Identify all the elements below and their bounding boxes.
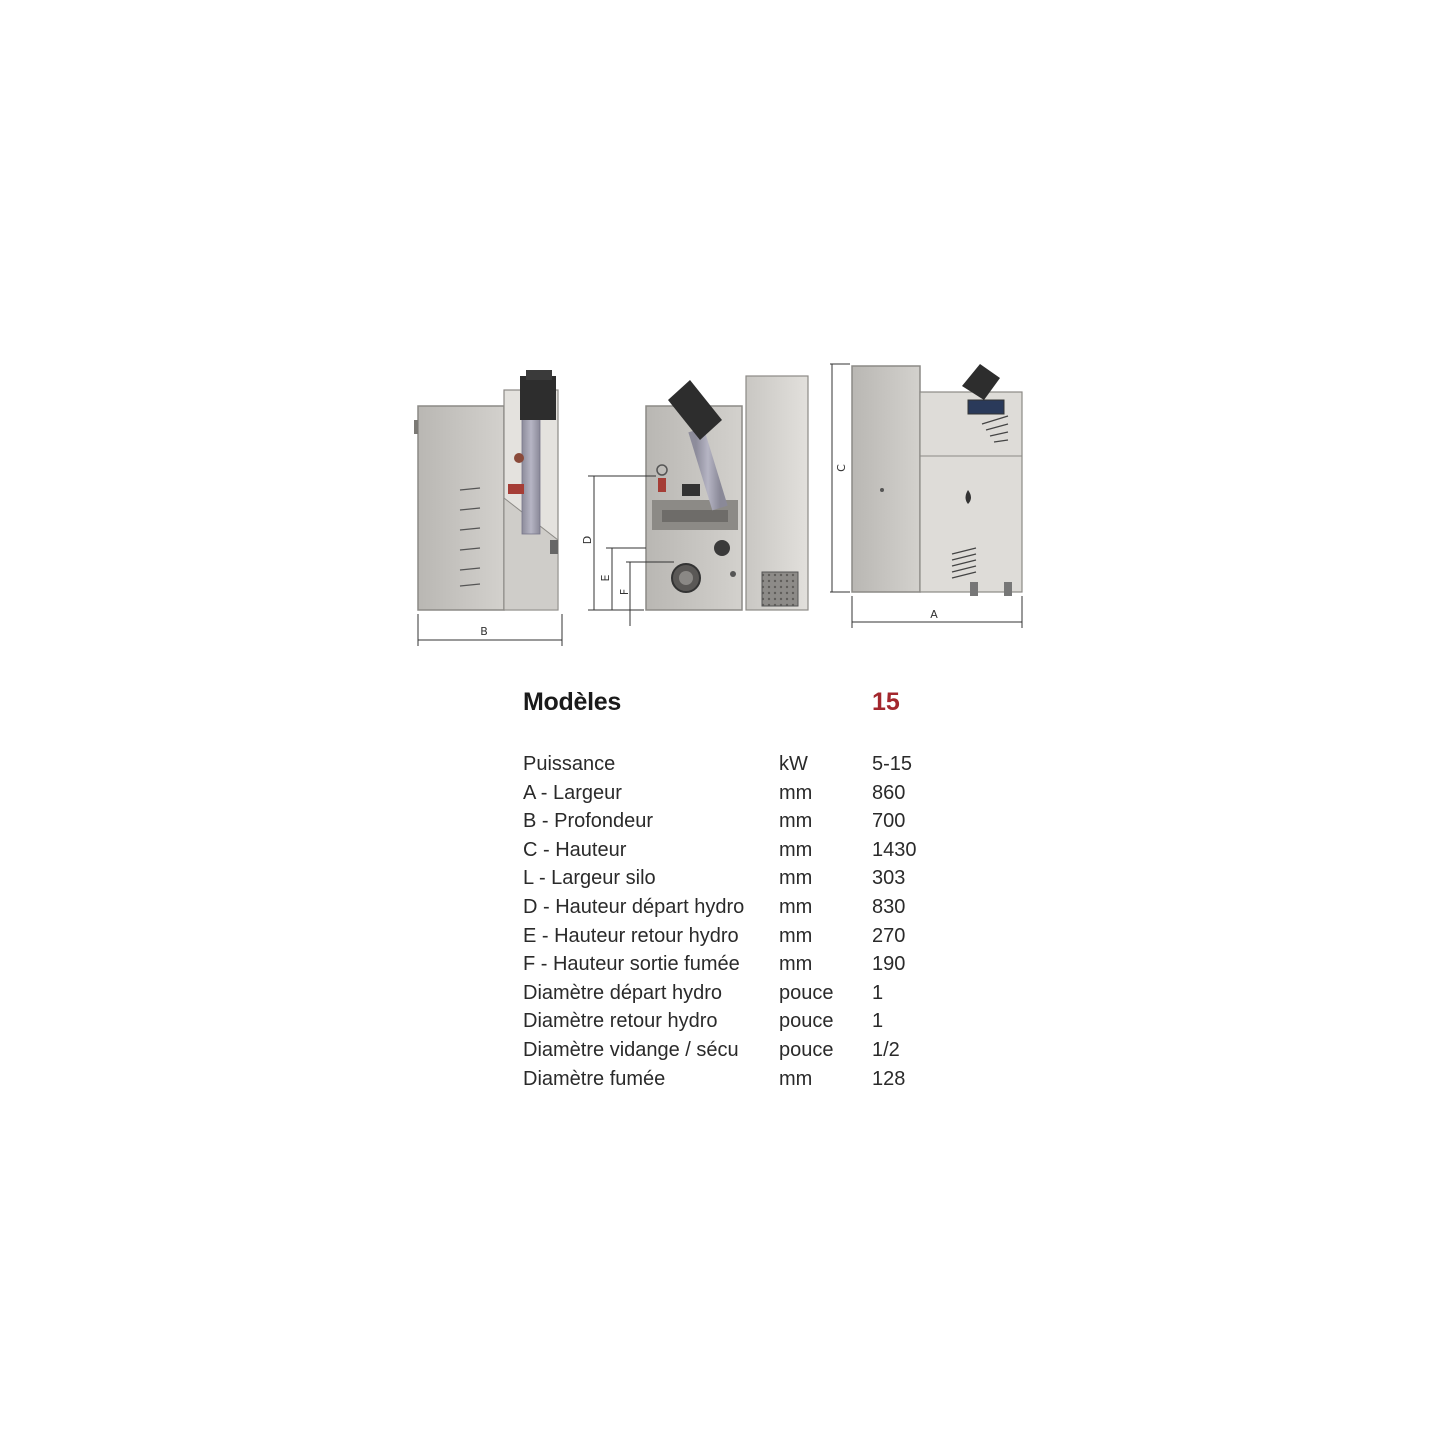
side-view [414, 370, 558, 610]
spec-value: 1 [872, 981, 884, 1004]
boiler-dimension-drawing [400, 350, 1040, 660]
spec-unit: mm [779, 953, 813, 976]
spec-value: 830 [872, 895, 906, 918]
spec-value: 860 [872, 781, 906, 804]
spec-row [523, 750, 943, 779]
spec-value: 303 [872, 867, 906, 890]
spec-row [523, 807, 943, 836]
spec-row [523, 1036, 943, 1065]
spec-label: F - Hauteur sortie fumée [523, 953, 740, 976]
models-heading: Modèles [523, 688, 621, 716]
spec-label: C - Hauteur [523, 838, 627, 861]
spec-unit: mm [779, 810, 813, 833]
model-number: 15 [872, 688, 900, 716]
spec-label: D - Hauteur départ hydro [523, 895, 745, 918]
spec-label: Puissance [523, 753, 616, 775]
spec-header [523, 688, 943, 728]
spec-unit: kW [779, 753, 808, 775]
spec-row [523, 893, 943, 922]
spec-unit: pouce [779, 1038, 834, 1061]
spec-label: Diamètre vidange / sécu [523, 1038, 739, 1061]
dim-label-d: D [581, 535, 594, 545]
spec-unit: mm [779, 924, 813, 947]
spec-label: Diamètre fumée [523, 1067, 666, 1090]
spec-label: Diamètre départ hydro [523, 981, 722, 1004]
spec-value: 128 [872, 1067, 906, 1090]
spec-value: 1 [872, 1010, 884, 1033]
spec-label: L - Largeur silo [523, 867, 656, 890]
dim-label-e: E [599, 574, 612, 582]
dim-label-c: C [835, 464, 848, 472]
spec-row [523, 779, 943, 808]
spec-value: 190 [872, 953, 906, 976]
spec-label: Diamètre retour hydro [523, 1010, 718, 1033]
spec-label: B - Profondeur [523, 810, 654, 833]
spec-value: 1/2 [872, 1038, 900, 1061]
spec-unit: mm [779, 1067, 813, 1090]
dim-label-a: A [930, 608, 938, 621]
right-view [852, 364, 1022, 596]
spec-row [523, 979, 943, 1008]
spec-unit: mm [779, 895, 813, 918]
spec-label: A - Largeur [523, 781, 622, 804]
spec-value: 270 [872, 924, 906, 947]
dim-label-f: F [618, 588, 631, 596]
spec-value: 700 [872, 810, 906, 833]
spec-unit: mm [779, 781, 813, 804]
dim-label-b: B [480, 625, 488, 638]
spec-row [523, 1065, 943, 1094]
spec-value: 5-15 [872, 753, 913, 775]
spec-unit: pouce [779, 1010, 834, 1033]
spec-row [523, 1007, 943, 1036]
spec-table-section [523, 688, 943, 1093]
spec-unit: mm [779, 838, 813, 861]
front-view [646, 376, 808, 610]
spec-value: 1430 [872, 838, 917, 861]
spec-row [523, 922, 943, 951]
spec-unit: mm [779, 867, 813, 890]
spec-label: E - Hauteur retour hydro [523, 924, 739, 947]
spec-unit: pouce [779, 981, 834, 1004]
spec-row [523, 836, 943, 865]
spec-rows [523, 750, 943, 1093]
spec-row [523, 864, 943, 893]
spec-row [523, 950, 943, 979]
